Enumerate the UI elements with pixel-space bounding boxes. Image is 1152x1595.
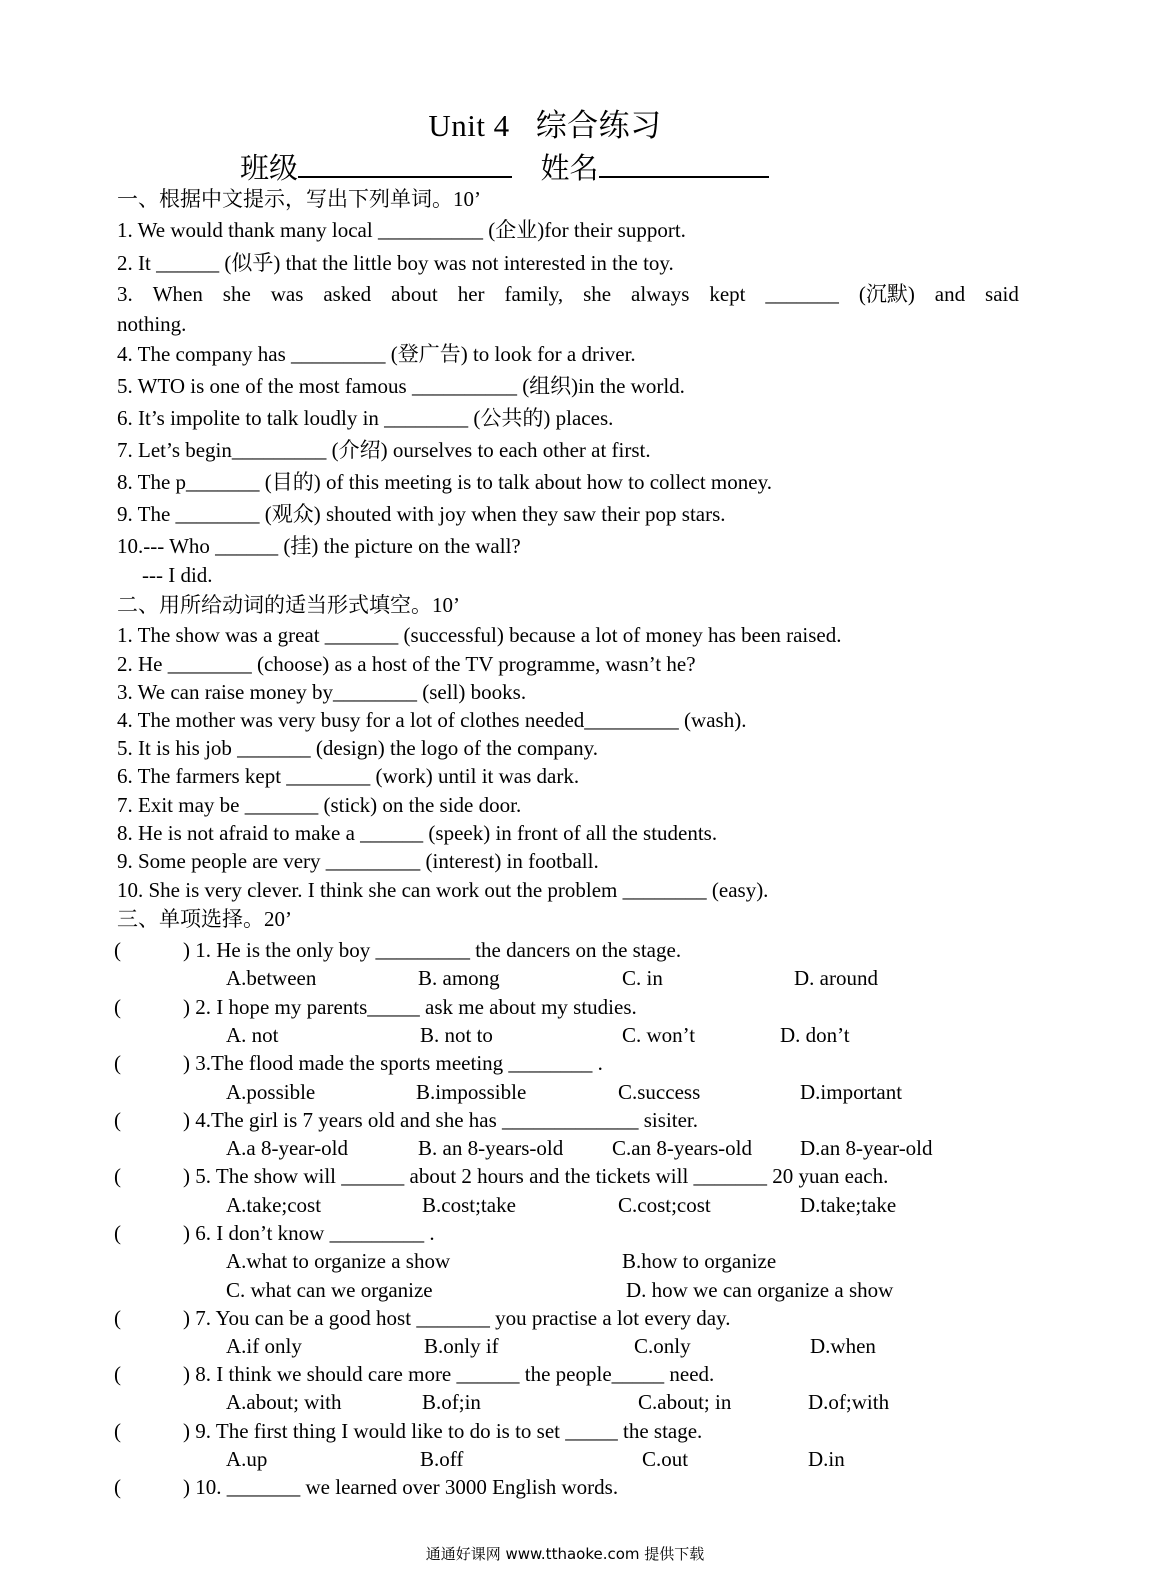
- word: she: [583, 282, 612, 306]
- mc-3-option-c[interactable]: C.success: [618, 1080, 701, 1104]
- answer-paren[interactable]: (: [114, 1419, 121, 1443]
- word: kept: [709, 282, 746, 306]
- mc-5-option-b[interactable]: B.cost;take: [422, 1193, 516, 1217]
- s2-item-10: 10. She is very clever. I think she can work out the problem ________ (easy).: [117, 878, 769, 902]
- word: _______: [765, 282, 839, 306]
- s1-item-7: 7. Let’s begin_________ (介绍) ourselves to each other at first.: [117, 438, 651, 462]
- answer-paren[interactable]: (: [114, 1108, 121, 1132]
- word: and: [934, 282, 966, 306]
- word: When: [152, 282, 203, 306]
- mc-5-option-c[interactable]: C.cost;cost: [618, 1193, 711, 1217]
- word: asked: [323, 282, 372, 306]
- mc-8-option-d[interactable]: D.of;with: [808, 1390, 890, 1414]
- s2-item-2: 2. He ________ (choose) as a host of the TV programme, wasn’t he?: [117, 652, 696, 676]
- answer-paren[interactable]: (: [114, 1164, 121, 1188]
- mc-6-option-c[interactable]: C. what can we organize: [226, 1278, 433, 1302]
- mc-8-option-c[interactable]: C.about; in: [638, 1390, 732, 1414]
- mc-question-1: ) 1. He is the only boy _________ the dancers on the stage.: [183, 938, 682, 962]
- mc-2-option-d[interactable]: D. don’t: [780, 1023, 850, 1047]
- word: she: [222, 282, 251, 306]
- mc-question-3: ) 3.The flood made the sports meeting ________ .: [183, 1051, 603, 1075]
- answer-paren[interactable]: (: [114, 995, 121, 1019]
- s1-item-2: 2. It ______ (似乎) that the little boy was not interested in the toy.: [117, 251, 674, 275]
- mc-7-option-b[interactable]: B.only if: [424, 1334, 499, 1358]
- answer-paren[interactable]: (: [114, 1362, 121, 1386]
- s1-item-8: 8. The p_______ (目的) of this meeting is to talk about how to collect money.: [117, 470, 772, 494]
- s1-item-3: [117, 281, 1019, 307]
- mc-9-option-d[interactable]: D.in: [808, 1447, 845, 1471]
- s1-item-10: 10.--- Who ______ (挂) the picture on the wall?: [117, 534, 521, 558]
- mc-4-option-a[interactable]: A.a 8-year-old: [226, 1136, 349, 1160]
- mc-1-option-d[interactable]: D. around: [794, 966, 878, 990]
- s2-item-5: 5. It is his job _______ (design) the logo of the company.: [117, 736, 598, 760]
- word: always: [631, 282, 690, 306]
- s2-item-6: 6. The farmers kept ________ (work) until it was dark.: [117, 764, 580, 788]
- mc-1-option-b[interactable]: B. among: [418, 966, 500, 990]
- s1-item-9: 9. The ________ (观众) shouted with joy when they saw their pop stars.: [117, 502, 726, 526]
- mc-3-option-a[interactable]: A.possible: [226, 1080, 316, 1104]
- mc-9-option-c[interactable]: C.out: [642, 1447, 689, 1471]
- mc-4-option-c[interactable]: C.an 8-years-old: [612, 1136, 752, 1160]
- mc-4-option-d[interactable]: D.an 8-year-old: [800, 1136, 933, 1160]
- s1-item-5: 5. WTO is one of the most famous __________ (组织)in the world.: [117, 374, 685, 398]
- word: family,: [504, 282, 564, 306]
- mc-6-option-a[interactable]: A.what to organize a show: [226, 1249, 451, 1273]
- class-label: 班级: [240, 153, 299, 185]
- mc-3-option-d[interactable]: D.important: [800, 1080, 903, 1104]
- page-title: [0, 100, 1090, 145]
- s2-item-9: 9. Some people are very _________ (interest) in football.: [117, 849, 599, 873]
- mc-question-10: ) 10. _______ we learned over 3000 English words.: [183, 1475, 619, 1499]
- mc-5-option-a[interactable]: A.take;cost: [226, 1193, 322, 1217]
- s1-item-10-answer: --- I did.: [142, 563, 213, 587]
- title-topic: 综合练习: [535, 108, 662, 143]
- mc-question-6: ) 6. I don’t know _________ .: [183, 1221, 435, 1245]
- mc-2-option-a[interactable]: A. not: [226, 1023, 279, 1047]
- mc-9-option-b[interactable]: B.off: [420, 1447, 464, 1471]
- class-name-line: [240, 146, 769, 187]
- word: 3.: [117, 282, 133, 306]
- mc-question-9: ) 9. The first thing I would like to do is to set _____ the stage.: [183, 1419, 703, 1443]
- s2-item-3: 3. We can raise money by________ (sell) books.: [117, 680, 527, 704]
- mc-6-option-b[interactable]: B.how to organize: [622, 1249, 777, 1273]
- s1-item-6: 6. It’s impolite to talk loudly in ________ (公共的) places.: [117, 406, 614, 430]
- mc-8-option-a[interactable]: A.about; with: [226, 1390, 342, 1414]
- name-blank[interactable]: [599, 148, 769, 178]
- mc-7-option-d[interactable]: D.when: [810, 1334, 876, 1358]
- word: was: [270, 282, 304, 306]
- mc-5-option-d[interactable]: D.take;take: [800, 1193, 897, 1217]
- s1-item-3-cont: nothing.: [117, 312, 187, 336]
- class-blank[interactable]: [298, 148, 512, 178]
- answer-paren[interactable]: (: [114, 1051, 121, 1075]
- mc-8-option-b[interactable]: B.of;in: [422, 1390, 481, 1414]
- mc-2-option-b[interactable]: B. not to: [420, 1023, 493, 1047]
- footer-credit: 通通好课网 www.tthaoke.com 提供下载: [425, 1545, 705, 1563]
- mc-9-option-a[interactable]: A.up: [226, 1447, 268, 1471]
- mc-question-7: ) 7. You can be a good host _______ you practise a lot every day.: [183, 1306, 731, 1330]
- word: about: [391, 282, 438, 306]
- s2-item-7: 7. Exit may be _______ (stick) on the side door.: [117, 793, 522, 817]
- answer-paren[interactable]: (: [114, 1475, 121, 1499]
- mc-3-option-b[interactable]: B.impossible: [416, 1080, 527, 1104]
- mc-question-4: ) 4.The girl is 7 years old and she has _____________ sisiter.: [183, 1108, 699, 1132]
- mc-7-option-c[interactable]: C.only: [634, 1334, 691, 1358]
- s2-item-1: 1. The show was a great _______ (successful) because a lot of money has been raised.: [117, 623, 842, 647]
- mc-1-option-c[interactable]: C. in: [622, 966, 663, 990]
- answer-paren[interactable]: (: [114, 1306, 121, 1330]
- word: (沉默): [858, 282, 915, 306]
- s2-item-4: 4. The mother was very busy for a lot of clothes needed_________ (wash).: [117, 708, 747, 732]
- name-label: 姓名: [540, 153, 599, 185]
- mc-1-option-a[interactable]: A.between: [226, 966, 317, 990]
- s1-item-4: 4. The company has _________ (登广告) to look for a driver.: [117, 342, 636, 366]
- title-unit: Unit 4: [428, 108, 510, 143]
- section3-heading: 三、单项选择。20’: [117, 907, 292, 931]
- word: said: [985, 282, 1019, 306]
- mc-question-5: ) 5. The show will ______ about 2 hours and the tickets will _______ 20 yuan each.: [183, 1164, 889, 1188]
- answer-paren[interactable]: (: [114, 938, 121, 962]
- mc-4-option-b[interactable]: B. an 8-years-old: [418, 1136, 564, 1160]
- section2-heading: 二、用所给动词的适当形式填空。10’: [117, 593, 460, 617]
- section1-heading: 一、根据中文提示，写出下列单词。10’: [117, 187, 481, 211]
- word: her: [457, 282, 485, 306]
- s2-item-8: 8. He is not afraid to make a ______ (speek) in front of all the students.: [117, 821, 718, 845]
- mc-question-2: ) 2. I hope my parents_____ ask me about my studies.: [183, 995, 637, 1019]
- answer-paren[interactable]: (: [114, 1221, 121, 1245]
- mc-2-option-c[interactable]: C. won’t: [622, 1023, 696, 1047]
- mc-6-option-d[interactable]: D. how we can organize a show: [626, 1278, 894, 1302]
- s1-item-1: 1. We would thank many local __________ (企业)for their support.: [117, 218, 686, 242]
- mc-7-option-a[interactable]: A.if only: [226, 1334, 302, 1358]
- mc-question-8: ) 8. I think we should care more ______ the people_____ need.: [183, 1362, 715, 1386]
